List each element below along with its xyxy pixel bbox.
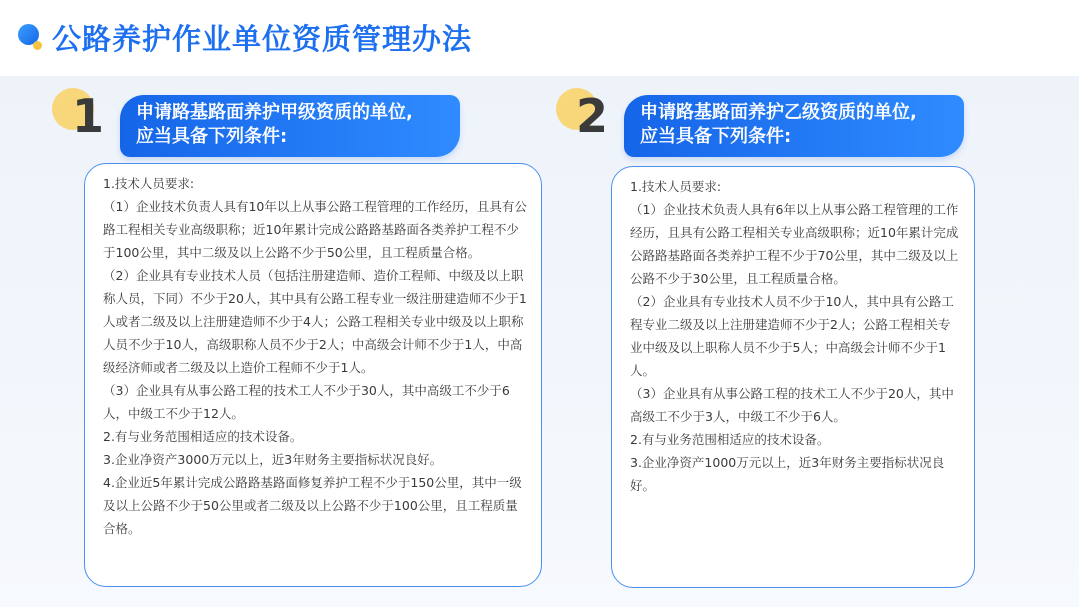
section-heading-badge (120, 95, 460, 157)
requirement-paragraph: 2.有与业务范围相适应的技术设备。 (630, 432, 830, 447)
requirement-paragraph: 4.企业近5年累计完成公路路基路面修复养护工程不少于150公里，其中一级及以上公路不少于50公里或者二级及以上公路不少于100公里，且工程质量合格。 (103, 475, 522, 536)
requirement-paragraph: （1）企业技术负责人具有10年以上从事公路工程管理的工作经历，且具有公路工程相关专业高级职称；近10年累计完成公路路基路面各类养护工程不少于100公里，其中二级及以上公路不少于50公里，且工程质量合格。 (103, 199, 527, 260)
requirement-paragraph: （2）企业具有专业技术人员不少于10人，其中具有公路工程专业二级及以上注册建造师不少于2人；公路工程相关专业中级及以上职称人员不少于5人；中高级会计师不少于1人。 (630, 294, 954, 378)
section-heading-line2: 应当具备下列条件: (136, 126, 288, 147)
requirement-paragraph: （3）企业具有从事公路工程的技术工人不少于20人，其中高级工不少于3人，中级工不少于6人。 (630, 386, 954, 424)
requirements-card (84, 163, 542, 587)
section-number: 1 (72, 89, 105, 143)
requirement-paragraph: （3）企业具有从事公路工程的技术工人不少于30人，其中高级工不少于6人，中级工不少于12人。 (103, 383, 510, 421)
section-heading-line2: 应当具备下列条件: (640, 126, 792, 147)
requirement-paragraph: 1.技术人员要求: (103, 176, 195, 191)
requirement-paragraph: （2）企业具有专业技术人员（包括注册建造师、造价工程师、中级及以上职称人员，下同）不少于20人，其中具有公路工程专业一级注册建造师不少于1人或者二级及以上注册建造师不少于4人；公路工程相关专业中级及以上职称人员不少于10人，高级职称人员不少于2人；中高级会计师不少于1人，中高级经济师或者二级及以上造价工程师不少于1人。 (103, 268, 527, 375)
page-title: 公路养护作业单位资质管理办法 (52, 22, 473, 56)
requirement-paragraph: （1）企业技术负责人具有6年以上从事公路工程管理的工作经历，且具有公路工程相关专业高级职称；近10年累计完成公路路基路面各类养护工程不少于70公里，其中二级及以上公路不少于30公里，且工程质量合格。 (630, 202, 959, 286)
section-heading-line1: 申请路基路面养护乙级资质的单位, (640, 102, 917, 123)
section-number: 2 (576, 89, 609, 143)
section-heading-badge (624, 95, 964, 157)
requirement-paragraph: 2.有与业务范围相适应的技术设备。 (103, 429, 303, 444)
title-bullet-accent-icon (33, 41, 42, 50)
header-bar (0, 0, 1079, 76)
requirement-paragraph: 3.企业净资产3000万元以上，近3年财务主要指标状况良好。 (103, 452, 443, 467)
requirement-paragraph: 1.技术人员要求: (630, 179, 722, 194)
requirements-card (611, 166, 975, 588)
section-heading-line1: 申请路基路面养护甲级资质的单位, (136, 102, 413, 123)
requirement-paragraph: 3.企业净资产1000万元以上，近3年财务主要指标状况良好。 (630, 455, 945, 493)
